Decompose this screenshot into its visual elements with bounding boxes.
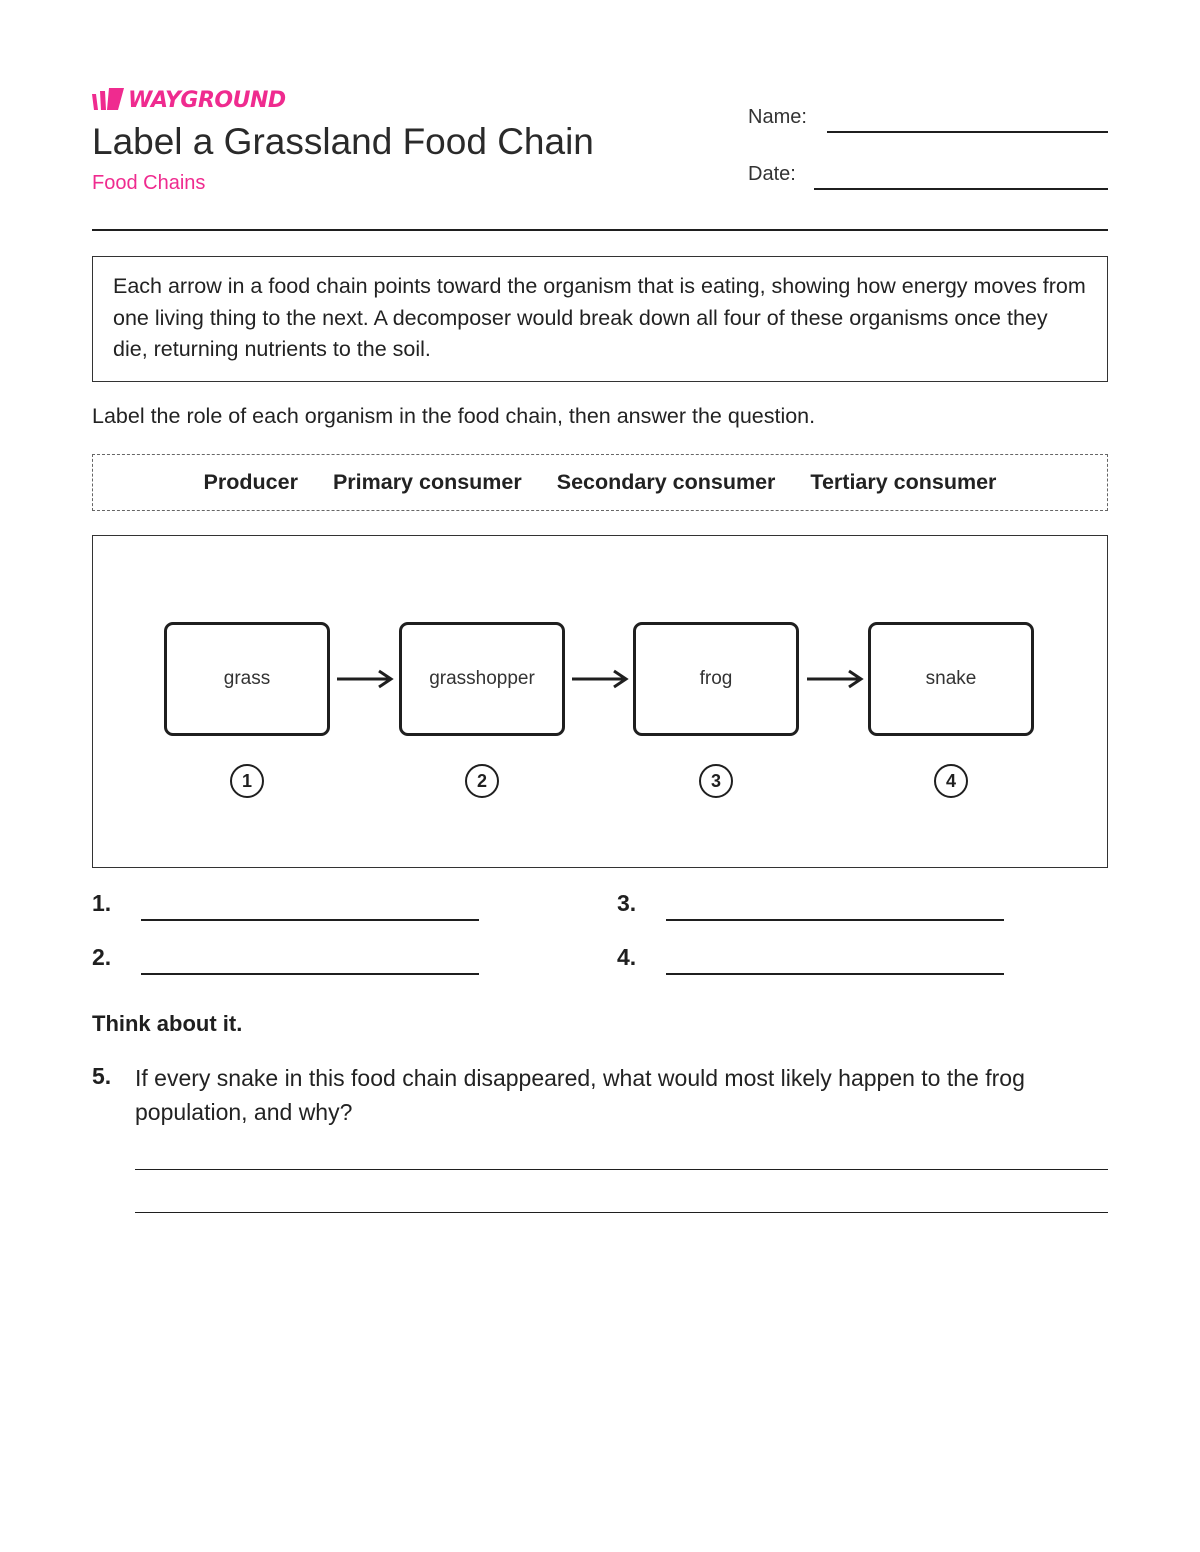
answer-line-1[interactable] [141, 919, 479, 921]
answer-number: 4. [617, 944, 637, 970]
brand-logo [92, 86, 286, 114]
response-line-1[interactable] [135, 1169, 1108, 1170]
arrow-right-icon [569, 669, 629, 689]
answer-line-2[interactable] [141, 973, 479, 975]
organism-box: grass [164, 622, 330, 736]
name-label: Name: [748, 106, 807, 128]
think-heading: Think about it. [92, 1011, 243, 1036]
wayground-logo-icon [92, 88, 124, 112]
date-label: Date: [748, 163, 796, 185]
response-line-2[interactable] [135, 1212, 1108, 1213]
question-number: 5. [92, 1063, 112, 1089]
answer-number: 1. [92, 890, 112, 916]
header-divider [92, 229, 1108, 231]
arrow-right-icon [804, 669, 864, 689]
organism-box: frog [633, 622, 799, 736]
answer-line-3[interactable] [666, 919, 1004, 921]
instruction-text: Label the role of each organism in the food chain, then answer the question. [92, 404, 816, 428]
answer-number: 2. [92, 944, 112, 970]
name-field[interactable] [827, 131, 1108, 133]
word-bank-item: Tertiary consumer [810, 470, 997, 494]
word-bank-item: Secondary consumer [556, 470, 776, 494]
page-subtitle: Food Chains [92, 172, 206, 194]
brand-name: WAYGROUND [128, 87, 286, 113]
answer-number: 3. [617, 890, 637, 916]
organism-number-badge: 3 [699, 764, 733, 798]
answer-line-4[interactable] [666, 973, 1004, 975]
organism-number-badge: 4 [934, 764, 968, 798]
organism-number-badge: 1 [230, 764, 264, 798]
date-field[interactable] [814, 188, 1108, 190]
question-text: If every snake in this food chain disappeared, what would most likely happen to the frog population, and why? [135, 1065, 1025, 1125]
organism-box: grasshopper [399, 622, 565, 736]
organism-number-badge: 2 [465, 764, 499, 798]
info-box: Each arrow in a food chain points toward the organism that is eating, showing how energy moves from one living thing to the next. A decomposer would break down all four of these organisms once they die, returning nutrients to the soil. [92, 256, 1108, 382]
page-title: Label a Grassland Food Chain [92, 121, 594, 162]
arrow-right-icon [334, 669, 394, 689]
organism-box: snake [868, 622, 1034, 736]
word-bank-item: Primary consumer [332, 470, 522, 494]
word-bank-item: Producer [203, 470, 298, 494]
word-bank [92, 454, 1108, 511]
